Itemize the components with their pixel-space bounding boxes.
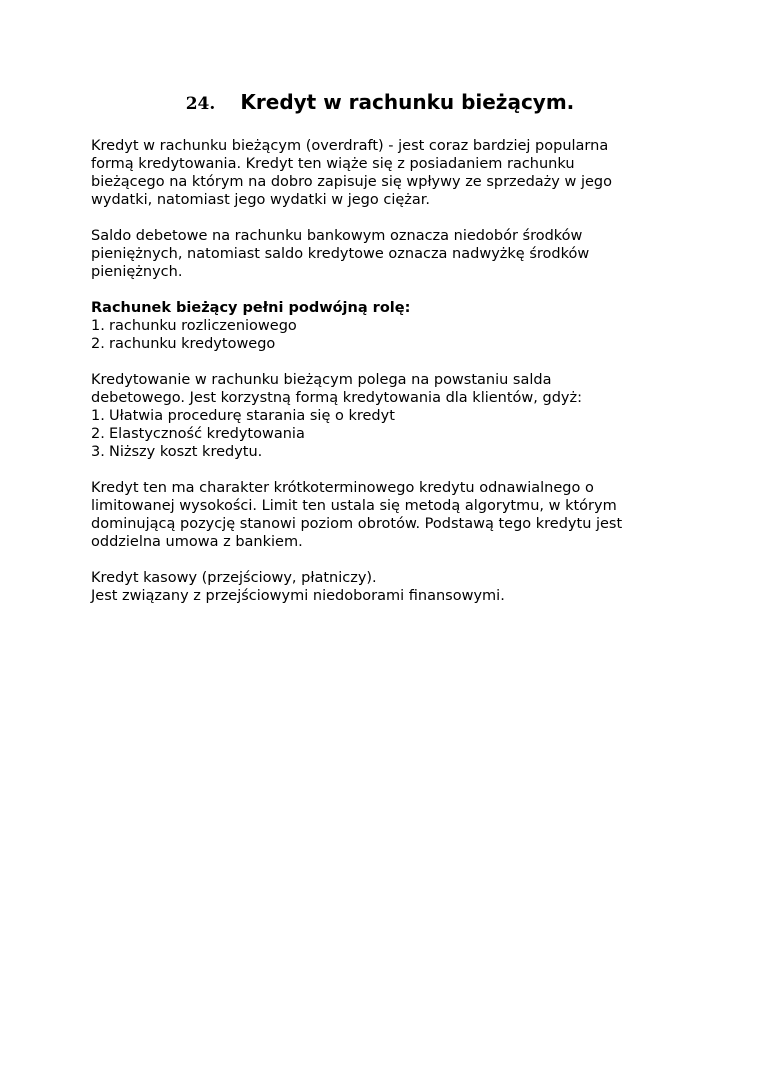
text-line: limitowanej wysokości. Limit ten ustala się metodą algorytmu, w którym — [91, 498, 617, 514]
text-line: pieniężnych, natomiast saldo kredytowe oznacza nadwyżkę środków — [91, 246, 590, 262]
list-item — [91, 425, 681, 443]
text-line: Jest związany z przejściowymi niedoborami finansowymi. — [91, 588, 505, 604]
text-line: pieniężnych. — [91, 264, 183, 280]
list-number: 1. — [91, 318, 105, 334]
text-line: dominującą pozycję stanowi poziom obrotów. Podstawą tego kredytu jest — [91, 516, 623, 532]
section-heading — [0, 90, 760, 114]
list-item — [91, 335, 681, 353]
list-number: 1. — [91, 408, 105, 424]
paragraph-character — [91, 479, 681, 551]
list-number: 2. — [91, 426, 105, 442]
text-line: wydatki, natomiast jego wydatki w jego ciężar. — [91, 192, 431, 208]
heading-title: Kredyt w rachunku bieżącym. — [240, 90, 575, 114]
list-text: Elastyczność kredytowania — [109, 426, 305, 442]
text-line: Kredyt w rachunku bieżącym (overdraft) - jest coraz bardziej popularna — [91, 138, 609, 154]
text-line: Saldo debetowe na rachunku bankowym oznacza niedobór środków — [91, 228, 583, 244]
list-number: 2. — [91, 336, 105, 352]
list-text: Ułatwia procedurę starania się o kredyt — [109, 408, 395, 424]
list-text: Niższy koszt kredytu. — [109, 444, 263, 460]
list-number: 3. — [91, 444, 105, 460]
heading-number: 24. — [185, 94, 216, 114]
paragraph-cash-credit — [91, 569, 681, 605]
roles-title: Rachunek bieżący pełni podwójną rolę: — [91, 300, 411, 316]
paragraph-advantages — [91, 371, 681, 461]
text-line: debetowego. Jest korzystną formą kredytowania dla klientów, gdyż: — [91, 390, 582, 406]
paragraph-account-roles — [91, 299, 681, 353]
document-body — [91, 137, 681, 623]
text-line: Kredytowanie w rachunku bieżącym polega na powstaniu salda — [91, 372, 552, 388]
list-text: rachunku rozliczeniowego — [109, 318, 297, 334]
text-line: oddzielna umowa z bankiem. — [91, 534, 303, 550]
list-item — [91, 443, 681, 461]
list-item — [91, 407, 681, 425]
paragraph-saldo — [91, 227, 681, 281]
list-item — [91, 317, 681, 335]
paragraph-overdraft-definition — [91, 137, 681, 209]
text-line: bieżącego na którym na dobro zapisuje się wpływy ze sprzedaży w jego — [91, 174, 612, 190]
text-line: Kredyt ten ma charakter krótkoterminowego kredytu odnawialnego o — [91, 480, 594, 496]
list-text: rachunku kredytowego — [109, 336, 276, 352]
text-line: formą kredytowania. Kredyt ten wiąże się z posiadaniem rachunku — [91, 156, 575, 172]
text-line: Kredyt kasowy (przejściowy, płatniczy). — [91, 570, 377, 586]
